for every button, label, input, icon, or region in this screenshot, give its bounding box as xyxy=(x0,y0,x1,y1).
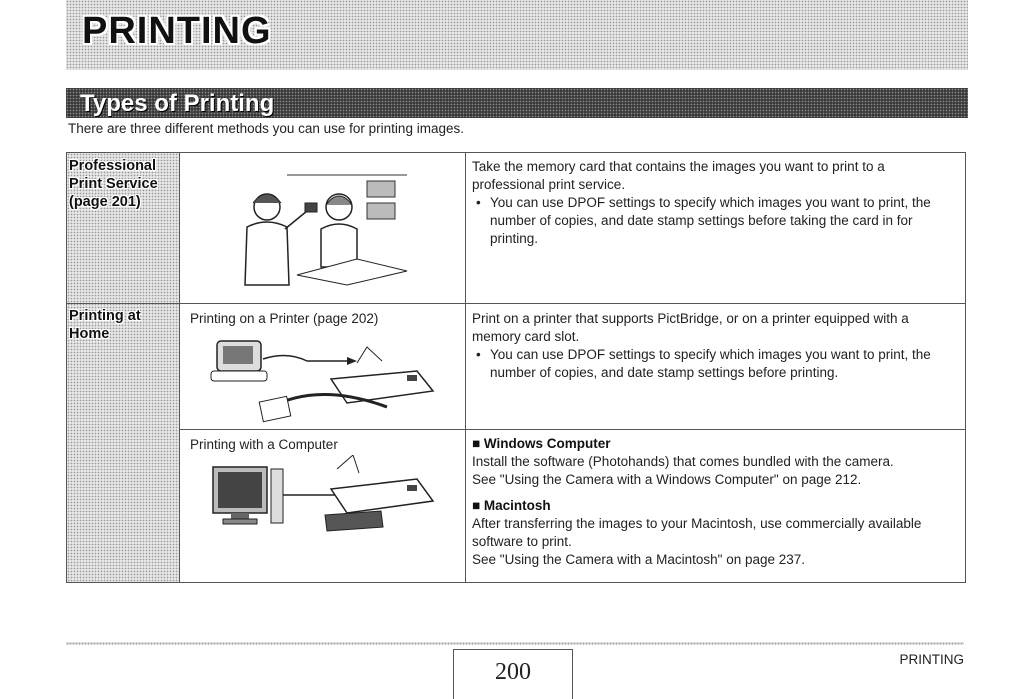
printer-description xyxy=(472,310,960,382)
printer-description-text: Print on a printer that supports PictBridge, or on a printer equipped with a memory card slot. xyxy=(472,311,909,344)
title-band xyxy=(66,0,968,70)
column-divider xyxy=(465,153,466,582)
computer-option-label: Printing with a Computer xyxy=(190,437,338,452)
row-divider xyxy=(67,303,965,304)
computer-printer-illustration xyxy=(207,455,447,545)
printer-bullet: • You can use DPOF settings to specify which images you want to print, the number of copies, and date stamp settings before printing. xyxy=(490,346,960,382)
printing-types-table xyxy=(66,152,966,583)
page-title: PRINTING xyxy=(82,10,272,52)
mac-line-1: After transferring the images to your Macintosh, use commercially available software to print. xyxy=(472,516,922,549)
row-heading-professional xyxy=(67,153,180,303)
row-heading-professional-label: Professional Print Service (page 201) xyxy=(69,158,158,210)
windows-heading: ■ Windows Computer xyxy=(472,435,960,453)
professional-bullet: • You can use DPOF settings to specify which images you want to print, the number of copies, and date stamp settings before taking the card in for printing. xyxy=(490,194,960,248)
windows-line-1: Install the software (Photohands) that comes bundled with the camera. xyxy=(472,454,894,469)
professional-description-text: Take the memory card that contains the images you want to print to a professional print service. xyxy=(472,159,885,192)
printer-option-label: Printing on a Printer (page 202) xyxy=(190,311,379,326)
professional-print-service-illustration xyxy=(227,167,437,297)
windows-line-2: See "Using the Camera with a Windows Computer" on page 212. xyxy=(472,472,862,487)
footer-rule xyxy=(66,642,964,645)
section-title: Types of Printing xyxy=(80,90,275,117)
page-number: 200 xyxy=(495,659,531,685)
printer-bullets xyxy=(472,346,960,382)
printer-pictbridge-illustration xyxy=(207,331,447,423)
row-divider xyxy=(179,429,965,430)
mac-heading: ■ Macintosh xyxy=(472,497,960,515)
footer-section-label: PRINTING xyxy=(899,652,964,667)
mac-line-2: See "Using the Camera with a Macintosh" on page 237. xyxy=(472,552,806,567)
professional-bullets xyxy=(472,194,960,248)
row-heading-home xyxy=(67,303,180,582)
section-bar xyxy=(66,88,968,118)
page-number-box xyxy=(453,649,573,699)
row-heading-home-label: Printing at Home xyxy=(69,308,141,342)
professional-description xyxy=(472,158,960,248)
intro-text: There are three different methods you can use for printing images. xyxy=(68,121,464,136)
computer-description xyxy=(472,435,960,569)
